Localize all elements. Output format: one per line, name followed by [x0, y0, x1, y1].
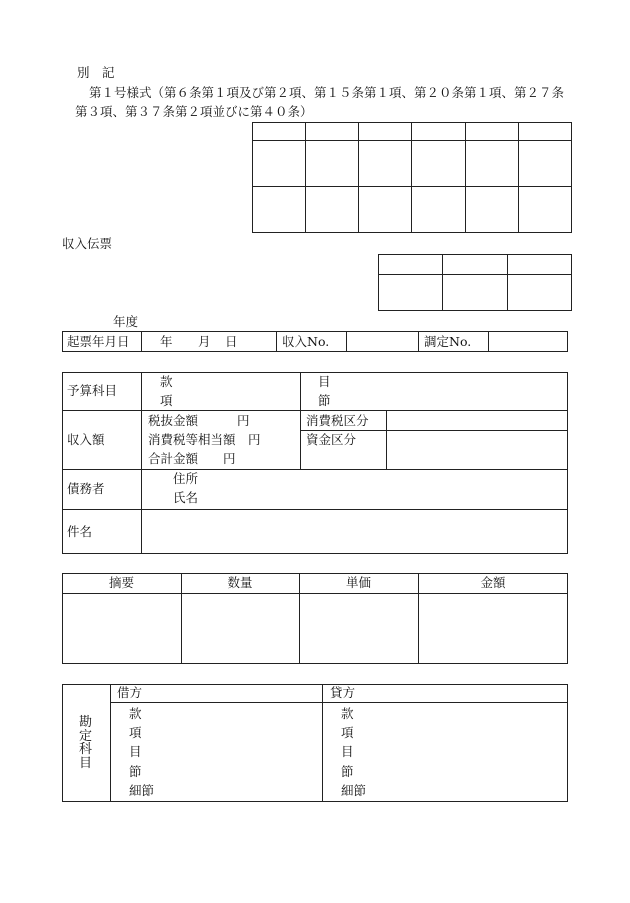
debtor-address-label: 住所: [173, 471, 199, 486]
receipt-no-label: 収入No.: [282, 334, 330, 349]
accounts-label: 勘定科目: [79, 715, 93, 771]
debit-row-setsu: 節: [129, 764, 142, 779]
yen-1: 円: [237, 413, 250, 428]
day-label: 日: [225, 334, 238, 349]
credit-row-saisetsu: 細節: [341, 783, 367, 798]
tax-equiv-label: 消費税等相当額: [148, 432, 236, 447]
year-label: 年: [160, 334, 173, 349]
items-header-unit-price: 単価: [345, 575, 371, 590]
items-header-amount: 金額: [480, 575, 506, 590]
credit-row-kou: 項: [341, 725, 354, 740]
issue-date-label: 起票年月日: [67, 334, 130, 349]
debit-row-kan: 款: [129, 706, 142, 721]
debtor-label: 債務者: [67, 481, 105, 496]
debtor-name-label: 氏名: [173, 490, 199, 505]
budget-kou: 項: [160, 393, 173, 408]
items-header-quantity: 数量: [227, 575, 253, 590]
fiscal-year-label: 年度: [113, 314, 139, 329]
subject-label: 件名: [67, 524, 93, 539]
credit-row-kan: 款: [341, 706, 354, 721]
budget-setsu: 節: [318, 393, 331, 408]
credit-row-moku: 目: [341, 744, 354, 759]
secondary-stamp-grid: [378, 254, 572, 311]
income-label: 収入額: [67, 432, 105, 447]
budget-moku: 目: [318, 374, 331, 389]
appendix-label: 別 記: [77, 65, 115, 80]
debit-row-saisetsu: 細節: [129, 783, 155, 798]
form-reference-line-2: 第３項、第３７条第２項並びに第４０条）: [75, 104, 313, 119]
debit-label: 借方: [117, 685, 143, 700]
month-label: 月: [198, 334, 211, 349]
yen-2: 円: [248, 432, 261, 447]
debit-row-moku: 目: [129, 744, 142, 759]
items-header-summary: 摘要: [108, 575, 134, 590]
page-title: 収入伝票: [62, 236, 113, 251]
total-label: 合計金額: [148, 451, 199, 466]
fund-class-label: 資金区分: [306, 432, 357, 447]
credit-label: 貸方: [330, 685, 356, 700]
adjust-no-label: 調定No.: [424, 334, 472, 349]
credit-row-setsu: 節: [341, 764, 354, 779]
pre-tax-label: 税抜金額: [148, 413, 199, 428]
yen-3: 円: [223, 451, 236, 466]
form-reference-line-1: 第１号様式（第６条第１項及び第２項、第１５条第１項、第２０条第１項、第２７条: [89, 85, 565, 100]
budget-label: 予算科目: [67, 383, 118, 398]
approval-stamp-grid: [252, 122, 572, 233]
tax-class-label: 消費税区分: [306, 413, 369, 428]
budget-kan: 款: [160, 374, 173, 389]
debit-row-kou: 項: [129, 725, 142, 740]
main-info-block: [62, 372, 568, 554]
